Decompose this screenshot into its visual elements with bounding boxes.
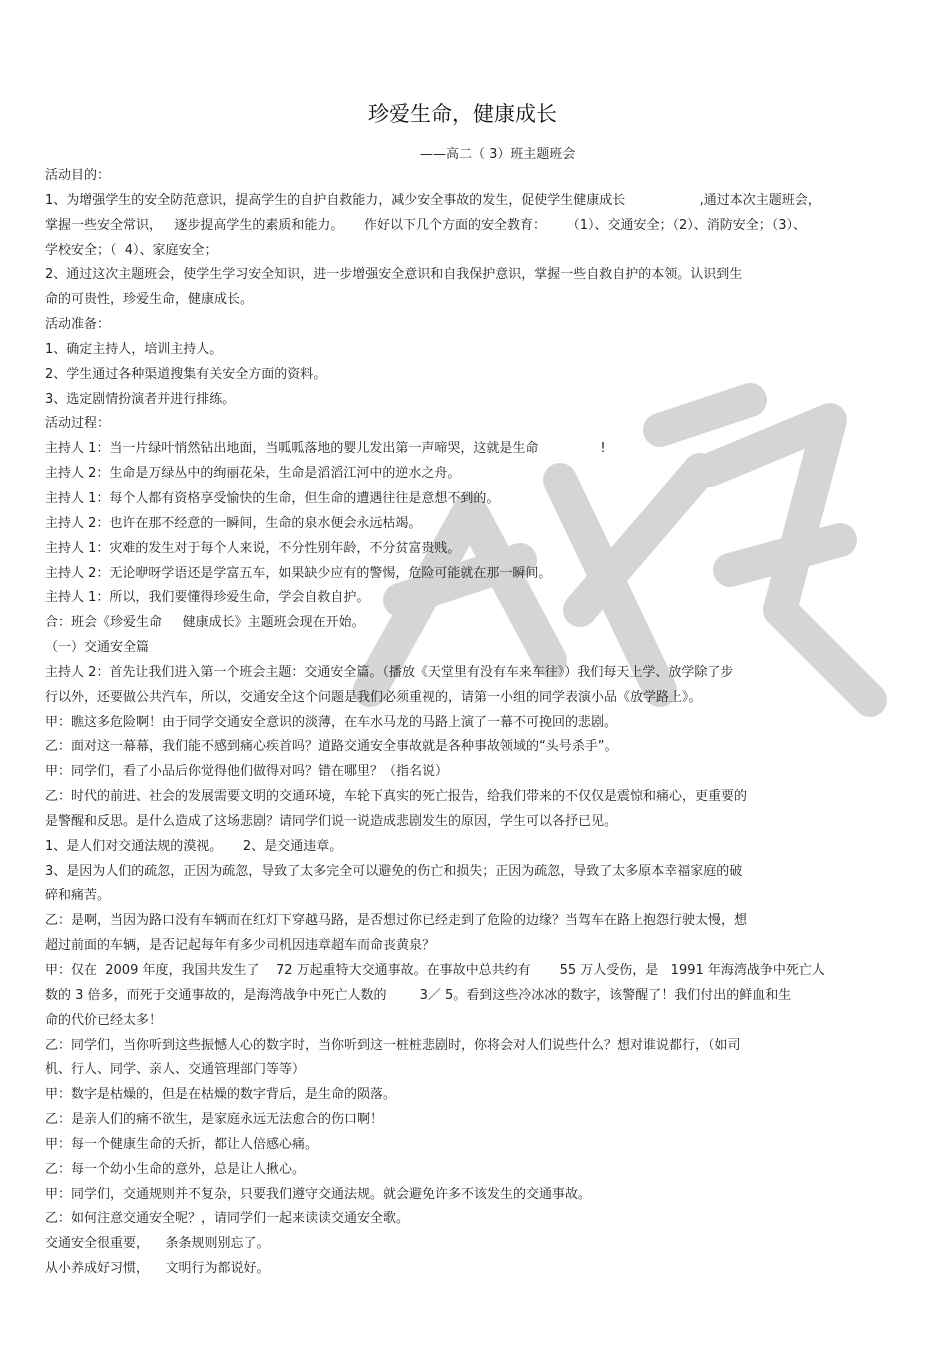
paragraph-line: 甲：同学们，看了小品后你觉得他们做得对吗？错在哪里？（指名说） [45, 764, 449, 780]
paragraph-line: 主持人 1：所以，我们要懂得珍爱生命，学会自救自护。 [45, 590, 370, 606]
paragraph-line: 超过前面的车辆，是否记起每年有多少司机因违章超车而命丧黄泉？ [45, 938, 436, 954]
paragraph-line: 是警醒和反思。是什么造成了这场悲剧？请同学们说一说造成悲剧发生的原因，学生可以各抒已见。 [45, 813, 618, 829]
paragraph-line: 活动目的： [45, 168, 111, 183]
page-title: 珍爱生命，健康成长 [368, 102, 557, 126]
paragraph-line: 主持人 2：首先让我们进入第一个班会主题：交通安全篇。（播放《天堂里有没有车来车往》）我们每天上学、放学除了步 [45, 664, 734, 680]
paragraph-line: 主持人 2：生命是万绿丛中的绚丽花朵，生命是滔滔江河中的逆水之舟。 [45, 466, 461, 482]
paragraph-line: 主持人 1：每个人都有资格享受愉快的生命，但生命的遭遇往往是意想不到的。 [45, 490, 500, 506]
paragraph-line: 乙：时代的前进、社会的发展需要文明的交通环境，车轮下真实的死亡报告，给我们带来的不仅仅是震惊和痛心，更重要的 [45, 789, 748, 805]
paragraph-line: 甲：同学们，交通规则并不复杂，只要我们遵守交通法规。就会避免许多不该发生的交通事故。 [45, 1186, 592, 1202]
document-body [45, 164, 905, 1282]
paragraph-line: 乙：是啊，当因为路口没有车辆而在红灯下穿越马路，是否想过你已经走到了危险的边缘？当驾车在路上抱怨行驶太慢，想 [45, 913, 748, 929]
paragraph-line: 甲：瞧这多危险啊！由于同学交通安全意识的淡薄，在车水马龙的马路上演了一幕不可挽回的悲剧。 [45, 714, 618, 730]
paragraph-line: （一）交通安全篇 [45, 640, 150, 656]
paragraph-line: 活动准备： [45, 317, 111, 333]
paragraph-line: 交通安全很重要， 条条规则别忘了。 [45, 1236, 270, 1252]
paragraph-line: 甲：数字是枯燥的，但是在枯燥的数字背后，是生命的陨落。 [45, 1087, 397, 1103]
paragraph-line: 1、确定主持人，培训主持人。 [45, 341, 223, 357]
paragraph-line: 学校安全；（ 4）、家庭安全； [45, 242, 218, 258]
paragraph-line: 主持人 2：无论咿呀学语还是学富五车，如果缺少应有的警惕，危险可能就在那一瞬间。 [45, 565, 552, 581]
paragraph-line: 乙：每一个幼小生命的意外，总是让人揪心。 [45, 1161, 306, 1177]
paragraph-line: 命的可贵性，珍爱生命，健康成长。 [45, 292, 254, 308]
paragraph-line: 1、为增强学生的安全防范意识，提高学生的自护自救能力，减少安全事故的发生，促使学生健康成长 ,通过本次主题班会， [45, 192, 821, 208]
paragraph-line: 3、选定剧情扮演者并进行排练。 [45, 391, 236, 407]
paragraph-line: 甲：仅在 2009 年度，我国共发生了 72 万起重特大交通事故。在事故中总共约有 55 万人受伤，是 1991 年海湾战争中死亡人 [45, 963, 825, 978]
paragraph-line: 主持人 2：也许在那不经意的一瞬间，生命的泉水便会永远枯竭。 [45, 515, 422, 531]
paragraph-line: 行以外，还要做公共汽车，所以，交通安全这个问题是我们必须重视的，请第一小组的同学表演小品《放学路上》。 [45, 689, 702, 705]
paragraph-line: 2、通过这次主题班会，使学生学习安全知识，进一步增强安全意识和自我保护意识，掌握一些自救自护的本领。认识到生 [45, 267, 743, 283]
paragraph-line: 活动过程： [45, 416, 111, 432]
paragraph-line: 机、行人、同学、亲人、交通管理部门等等） [45, 1062, 306, 1078]
paragraph-line: 碎和痛苦。 [45, 888, 111, 904]
paragraph-line: 主持人 1：当一片绿叶悄然钻出地面，当呱呱落地的婴儿发出第一声啼哭，这就是生命 ! [45, 441, 606, 457]
page-subtitle: ——高二（ 3）班主题班会 [420, 147, 576, 162]
paragraph-line: 1、是人们对交通法规的漠视。 2、是交通违章。 [45, 838, 343, 854]
paragraph-line: 合：班会《珍爱生命 健康成长》主题班会现在开始。 [45, 615, 365, 631]
paragraph-line: 乙：如何注意交通安全呢？，请同学们一起来读读交通安全歌。 [45, 1211, 410, 1227]
paragraph-line: 数的 3 倍多，而死于交通事故的，是海湾战争中死亡人数的 3／ 5。看到这些冷冰冰的数字，该警醒了！我们付出的鲜血和生 [45, 987, 792, 1003]
paragraph-line: 乙：同学们，当你听到这些振憾人心的数字时，当你听到这一桩桩悲剧时，你将会对人们说些什么？想对谁说都行，（如司 [45, 1037, 741, 1053]
paragraph-line: 乙：是亲人们的痛不欲生，是家庭永远无法愈合的伤口啊！ [45, 1112, 384, 1128]
paragraph-line: 从小养成好习惯， 文明行为都说好。 [45, 1261, 270, 1277]
paragraph-line: 掌握一些安全常识， 逐步提高学生的素质和能力。 作好以下几个方面的安全教育： （1）、交通安全；（2）、消防安全；（3）、 [45, 217, 807, 233]
paragraph-line: 主持人 1：灾难的发生对于每个人来说，不分性别年龄，不分贫富贵贱。 [45, 540, 461, 556]
paragraph-line: 3、是因为人们的疏忽，正因为疏忽，导致了太多完全可以避免的伤亡和损失；正因为疏忽，导致了太多原本幸福家庭的破 [45, 863, 743, 879]
paragraph-line: 命的代价已经太多！ [45, 1012, 163, 1028]
paragraph-line: 2、学生通过各种渠道搜集有关安全方面的资料。 [45, 366, 327, 382]
paragraph-line: 甲：每一个健康生命的夭折，都让人倍感心痛。 [45, 1136, 319, 1152]
paragraph-line: 乙：面对这一幕幕，我们能不感到痛心疾首吗？道路交通安全事故就是各种事故领域的“头号杀手”。 [45, 739, 618, 755]
